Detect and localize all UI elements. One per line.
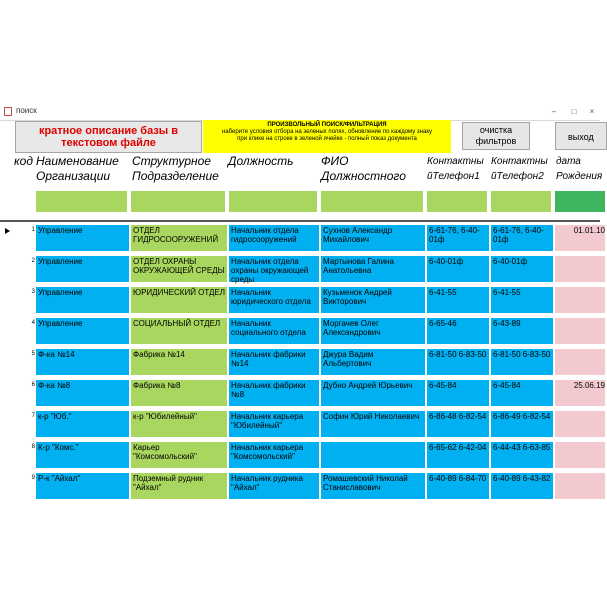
cell-phone2[interactable]: 6-44-43 6-63-85 [490,441,554,469]
header-separator [0,220,600,222]
cell-unit[interactable]: Фабрика №14 [130,348,228,376]
cell-position[interactable]: Начальник социального отдела [228,317,320,345]
cell-phone2[interactable]: 6-43-89 [490,317,554,345]
cell-phone2[interactable]: 6-40-01ф [490,255,554,283]
cell-phone2[interactable]: 6-81-50 6-83-50 [490,348,554,376]
cell-fio[interactable]: Моргачев Олег Александрович [320,317,426,345]
filter-input-phone2[interactable] [490,190,552,213]
cell-code: 2 [31,258,35,264]
minimize-icon[interactable]: – [551,107,557,116]
close-icon[interactable]: × [589,107,595,116]
cell-birth-date[interactable] [554,348,606,376]
filter-info-line1: наберите условия отбора на зеленых полях, обновление по каждому знаку [221,129,433,135]
filter-input-organization[interactable] [35,190,128,213]
cell-organization[interactable]: Управление [35,224,130,252]
filter-input-fio[interactable] [320,190,424,213]
column-header-phone1: Контактны йТелефон1 [427,156,484,182]
cell-position[interactable]: Начальник отдела гидросооружений [228,224,320,252]
cell-phone2[interactable]: 6-40-89 6-43-82 [490,472,554,500]
cell-phone1[interactable]: 6-61-76, 6-40-01ф [426,224,490,252]
cell-phone1[interactable]: 6-81-50 6-83-50 [426,348,490,376]
cell-position[interactable]: Начальник отдела охраны окружающей среды [228,255,320,283]
window-titlebar [0,104,600,121]
filter-info-banner [203,120,451,153]
filter-info-line2: при клике на строке в зеленой ячейке - полный показ документа [237,136,417,142]
cell-birth-date[interactable] [554,286,606,314]
cell-birth-date[interactable] [554,317,606,345]
cell-unit[interactable]: СОЦИАЛЬНЫЙ ОТДЕЛ [130,317,228,345]
cell-unit[interactable]: Карьер "Комсомольский" [130,441,228,469]
cell-position[interactable]: Начальник рудника "Айхал" [228,472,320,500]
cell-organization[interactable]: Управление [35,317,130,345]
cell-birth-date[interactable] [554,472,606,500]
cell-phone1[interactable]: 6-65-46 [426,317,490,345]
cell-position[interactable]: Начальник карьера "Юбилейный" [228,410,320,438]
cell-code: 1 [31,227,35,233]
cell-birth-date[interactable] [554,441,606,469]
cell-organization[interactable]: Управление [35,286,130,314]
description-file-button[interactable]: кратное описание базы в текстовом файле [15,121,202,153]
cell-unit[interactable]: ЮРИДИЧЕСКИЙ ОТДЕЛ [130,286,228,314]
cell-unit[interactable]: Фабрика №8 [130,379,228,407]
cell-position[interactable]: Начальник фабрики №14 [228,348,320,376]
cell-birth-date[interactable] [554,410,606,438]
cell-phone1[interactable]: 6-40-01ф [426,255,490,283]
filter-input-birth-date[interactable] [554,190,606,213]
column-header-code: код [14,154,33,168]
cell-position[interactable]: Начальник карьера "Комсомольский" [228,441,320,469]
cell-birth-date[interactable] [554,255,606,283]
cell-organization[interactable]: К-р "Комс." [35,441,130,469]
cell-birth-date[interactable]: 01.01.10 [554,224,606,252]
filter-info-title: ПРОИЗВОЛЬНЫЙ ПОИСК/ФИЛЬТРАЦИЯ [267,122,387,128]
cell-unit[interactable]: ОТДЕЛ ОХРАНЫ ОКРУЖАЮЩЕЙ СРЕДЫ [130,255,228,283]
cell-fio[interactable]: Сухнов Александр Михайлович [320,224,426,252]
window-title: поиск [16,106,37,115]
filter-input-phone1[interactable] [426,190,488,213]
cell-unit[interactable]: ОТДЕЛ ГИДРОСООРУЖЕНИЙ [130,224,228,252]
cell-phone1[interactable]: 6-86-48 6-82-54 [426,410,490,438]
column-header-position: Должность [228,154,294,168]
cell-phone1[interactable]: 6-41-55 [426,286,490,314]
filter-input-unit[interactable] [130,190,226,213]
cell-code: 4 [31,320,35,326]
cell-phone1[interactable]: 6-65-62 6-42-04 [426,441,490,469]
cell-code: 5 [31,351,35,357]
cell-organization[interactable]: Управление [35,255,130,283]
clear-filters-button[interactable]: очистка фильтров [462,122,530,150]
cell-position[interactable]: Начальник юридического отдела [228,286,320,314]
cell-organization[interactable]: к-р "Юб." [35,410,130,438]
cell-code: 7 [31,413,35,419]
cell-fio[interactable]: Джура Вадим Альбертович [320,348,426,376]
cell-fio[interactable]: Кузьменок Андрей Викторович [320,286,426,314]
cell-phone1[interactable]: 6-45-84 [426,379,490,407]
column-header-birth-date: дата Рождения [556,156,603,182]
current-record-marker-icon [5,228,10,234]
cell-code: 6 [31,382,35,388]
column-header-organization: Наименование Организации [36,154,119,183]
cell-fio[interactable]: Мартынова Галина Анатольевна [320,255,426,283]
column-header-fio: ФИО Должностного [321,154,406,183]
app-icon [4,107,12,116]
cell-organization[interactable]: Р-к "Айхал" [35,472,130,500]
cell-fio[interactable] [320,441,426,469]
cell-position[interactable]: Начальник фабрики №8 [228,379,320,407]
cell-fio[interactable]: Дубно Андрей Юрьевич [320,379,426,407]
cell-phone1[interactable]: 6-40-89 6-84-70 [426,472,490,500]
cell-organization[interactable]: Ф-ка №14 [35,348,130,376]
cell-fio[interactable]: Ромашевский Николай Станиславович [320,472,426,500]
cell-phone2[interactable]: 6-45-84 [490,379,554,407]
maximize-icon[interactable]: □ [571,107,577,116]
cell-fio[interactable]: Софин Юрий Николаевич [320,410,426,438]
filter-input-position[interactable] [228,190,318,213]
exit-button[interactable]: выход [555,122,607,150]
cell-unit[interactable]: к-р "Юбилейный" [130,410,228,438]
cell-unit[interactable]: Подземный рудник "Айхал" [130,472,228,500]
cell-phone2[interactable]: 6-86-49 6-82-54 [490,410,554,438]
cell-phone2[interactable]: 6-61-76, 6-40-01ф [490,224,554,252]
cell-phone2[interactable]: 6-41-55 [490,286,554,314]
cell-birth-date[interactable]: 25.06.19 [554,379,606,407]
cell-code: 9 [31,475,35,481]
cell-organization[interactable]: Ф-ка №8 [35,379,130,407]
column-header-unit: Структурное Подразделение [132,154,219,183]
column-header-phone2: Контактны йТелефон2 [491,156,548,182]
cell-code: 8 [31,444,35,450]
cell-code: 3 [31,289,35,295]
